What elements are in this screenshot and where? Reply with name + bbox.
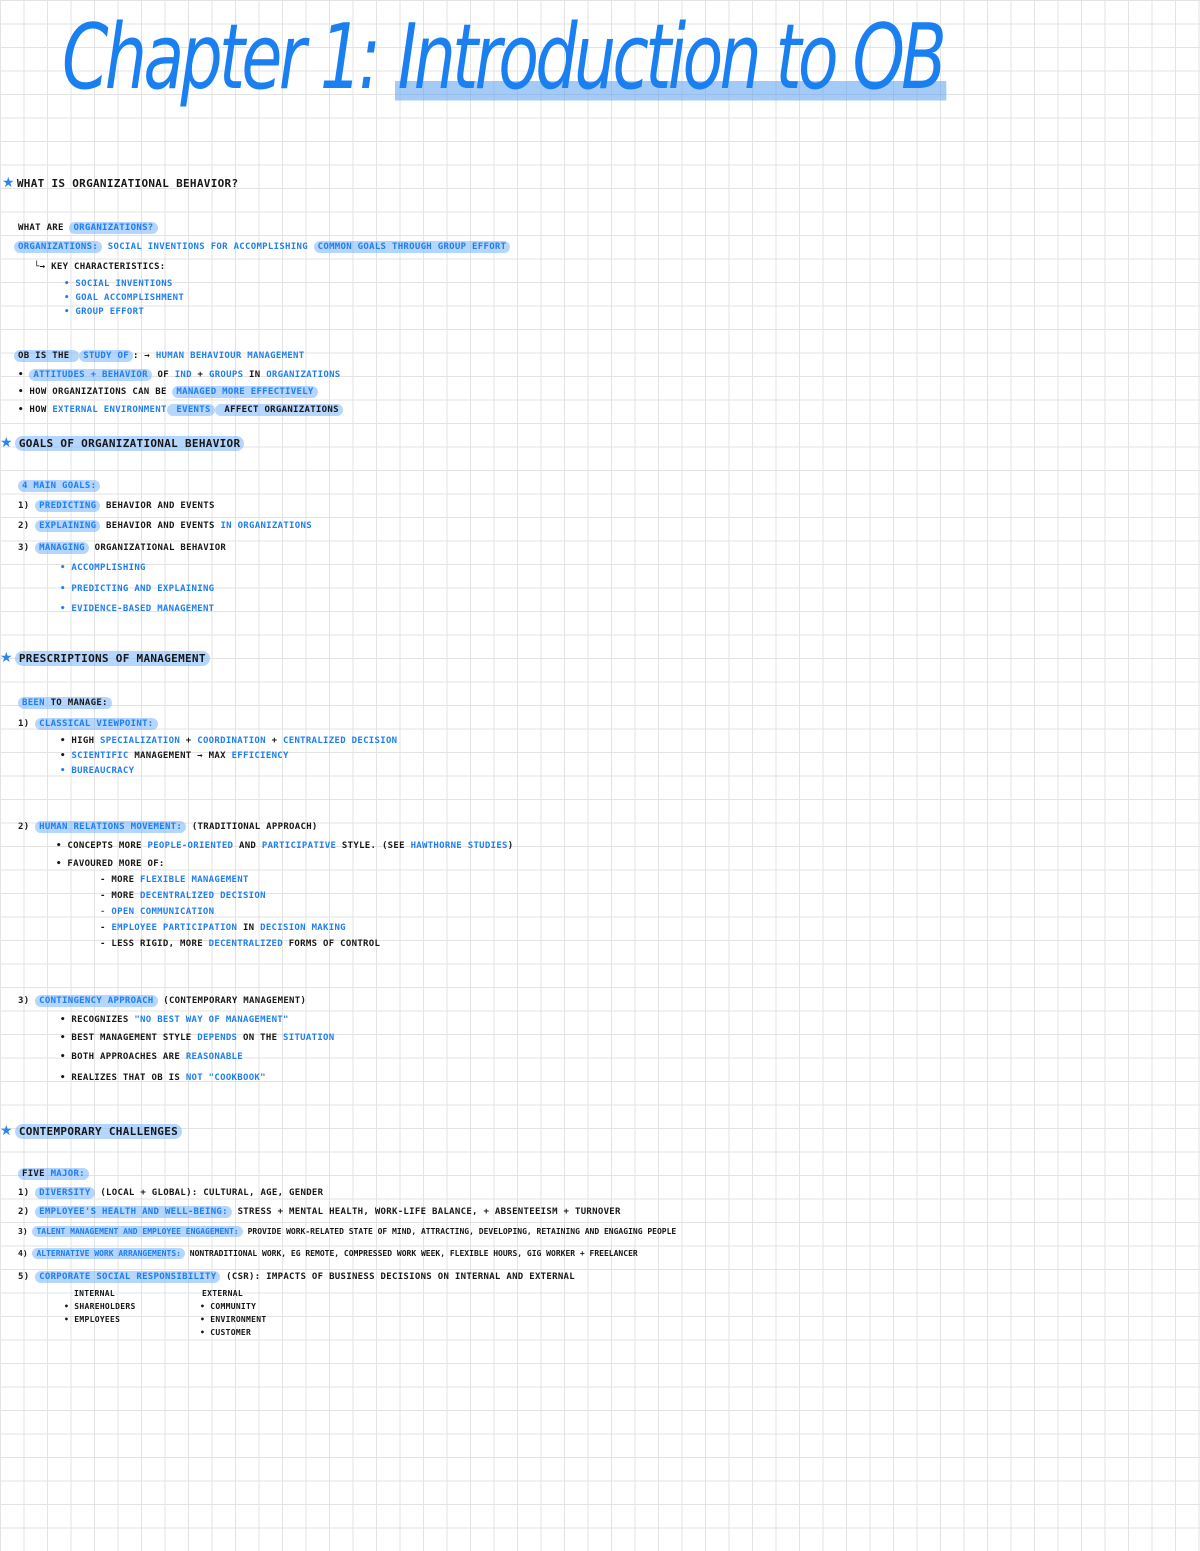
note-line: • GROUP EFFORT [64, 307, 145, 317]
section-prescriptions [0, 651, 210, 666]
note-line: • BEST MANAGEMENT STYLE DEPENDS ON THE SITUATION [60, 1033, 335, 1043]
note-line: 2) HUMAN RELATIONS MOVEMENT: (TRADITIONAL APPROACH) [18, 822, 318, 832]
note-line: • HOW ORGANIZATIONS CAN BE MANAGED MORE EFFECTIVELY [18, 386, 318, 398]
section-what-is-ob [2, 176, 238, 191]
note-line: • EVIDENCE-BASED MANAGEMENT [60, 604, 215, 614]
section-goals [0, 436, 244, 451]
note-line: - OPEN COMMUNICATION [100, 907, 215, 917]
note-line: • EMPLOYEES [64, 1315, 121, 1324]
note-line: WHAT ARE ORGANIZATIONS? [18, 222, 158, 234]
note-line: - MORE DECENTRALIZED DECISION [100, 891, 266, 901]
note-line: - MORE FLEXIBLE MANAGEMENT [100, 875, 249, 885]
note-line: 5) CORPORATE SOCIAL RESPONSIBILITY (CSR): IMPACTS OF BUSINESS DECISIONS ON INTERNAL AND EXTERNAL [18, 1272, 575, 1282]
section-heading: CONTEMPORARY CHALLENGES [15, 1124, 182, 1139]
note-line: • BUREAUCRACY [60, 766, 135, 776]
note-line: • REALIZES THAT OB IS NOT "COOKBOOK" [60, 1073, 266, 1083]
note-line: ORGANIZATIONS: SOCIAL INVENTIONS FOR ACCOMPLISHING COMMON GOALS THROUGH GROUP EFFORT [14, 241, 510, 253]
section-contemporary [0, 1124, 182, 1139]
note-line: 2) EMPLOYEE'S HEALTH AND WELL-BEING: STRESS + MENTAL HEALTH, WORK-LIFE BALANCE, + ABSENTEEISM + TURNOVER [18, 1207, 621, 1217]
section-heading: PRESCRIPTIONS OF MANAGEMENT [15, 651, 210, 666]
note-line: • BOTH APPROACHES ARE REASONABLE [60, 1052, 243, 1062]
note-line: • SCIENTIFIC MANAGEMENT → MAX EFFICIENCY [60, 751, 289, 761]
note-line: • HOW EXTERNAL ENVIRONMENT EVENTS AFFECT ORGANIZATIONS [18, 404, 343, 416]
page-title [62, 6, 946, 110]
note-line: └→ KEY CHARACTERISTICS: [34, 262, 166, 272]
note-line: 1) DIVERSITY (LOCAL + GLOBAL): CULTURAL, AGE, GENDER [18, 1188, 324, 1198]
note-line: 4) ALTERNATIVE WORK ARRANGEMENTS: NONTRADITIONAL WORK, EG REMOTE, COMPRESSED WORK WEEK, FLEXIBLE HOURS, GIG WORKER + FREELANCER [18, 1249, 638, 1258]
note-line: OB IS THE STUDY OF : → HUMAN BEHAVIOUR MANAGEMENT [14, 350, 305, 362]
note-line: • PREDICTING AND EXPLAINING [60, 584, 215, 594]
note-line: • GOAL ACCOMPLISHMENT [64, 293, 185, 303]
note-line: - LESS RIGID, MORE DECENTRALIZED FORMS OF CONTROL [100, 939, 381, 949]
note-line: 3) TALENT MANAGEMENT AND EMPLOYEE ENGAGEMENT: PROVIDE WORK-RELATED STATE OF MIND, ATTRACTING, DEVELOPING, RETAINING AND ENGAGING PEOPLE [18, 1227, 677, 1236]
note-line: • SHAREHOLDERS [64, 1302, 136, 1311]
star-icon: ★ [0, 1123, 13, 1139]
note-line: • ENVIRONMENT [200, 1315, 267, 1324]
note-line: • HIGH SPECIALIZATION + COORDINATION + CENTRALIZED DECISION [60, 736, 398, 746]
note-line: • SOCIAL INVENTIONS [64, 279, 173, 289]
section-heading: GOALS OF ORGANIZATIONAL BEHAVIOR [15, 436, 245, 451]
note-line: • ACCOMPLISHING [60, 563, 146, 573]
note-line: • CONCEPTS MORE PEOPLE-ORIENTED AND PARTICIPATIVE STYLE. (SEE HAWTHORNE STUDIES) [56, 841, 514, 851]
section-heading: WHAT IS ORGANIZATIONAL BEHAVIOR? [16, 177, 239, 190]
note-line: 3) CONTINGENCY APPROACH (CONTEMPORARY MANAGEMENT) [18, 996, 307, 1006]
note-line: 4 MAIN GOALS: [18, 480, 100, 492]
note-line: • ATTITUDES + BEHAVIOR OF IND + GROUPS IN ORGANIZATIONS [18, 370, 341, 380]
note-line: BEEN TO MANAGE: [18, 697, 112, 709]
title-part-1: Chapter 1: [62, 5, 395, 110]
note-line: • FAVOURED MORE OF: [56, 859, 165, 869]
note-line: • RECOGNIZES "NO BEST WAY OF MANAGEMENT" [60, 1015, 289, 1025]
note-line: FIVE MAJOR: [18, 1168, 89, 1180]
note-line: 3) MANAGING ORGANIZATIONAL BEHAVIOR [18, 543, 227, 553]
note-line: INTERNAL [74, 1289, 115, 1298]
star-icon: ★ [2, 175, 15, 191]
note-line: • COMMUNITY [200, 1302, 257, 1311]
note-line: 1) CLASSICAL VIEWPOINT: [18, 718, 158, 730]
star-icon: ★ [0, 435, 13, 451]
note-line: EXTERNAL [202, 1289, 243, 1298]
note-line: 2) EXPLAINING BEHAVIOR AND EVENTS IN ORGANIZATIONS [18, 521, 312, 531]
note-line: • CUSTOMER [200, 1328, 252, 1337]
title-part-2: Introduction to OB [395, 4, 946, 111]
note-line: - EMPLOYEE PARTICIPATION IN DECISION MAKING [100, 923, 346, 933]
note-line: 1) PREDICTING BEHAVIOR AND EVENTS [18, 501, 215, 511]
star-icon: ★ [0, 650, 13, 666]
arrow-icon: └→ [34, 262, 52, 272]
